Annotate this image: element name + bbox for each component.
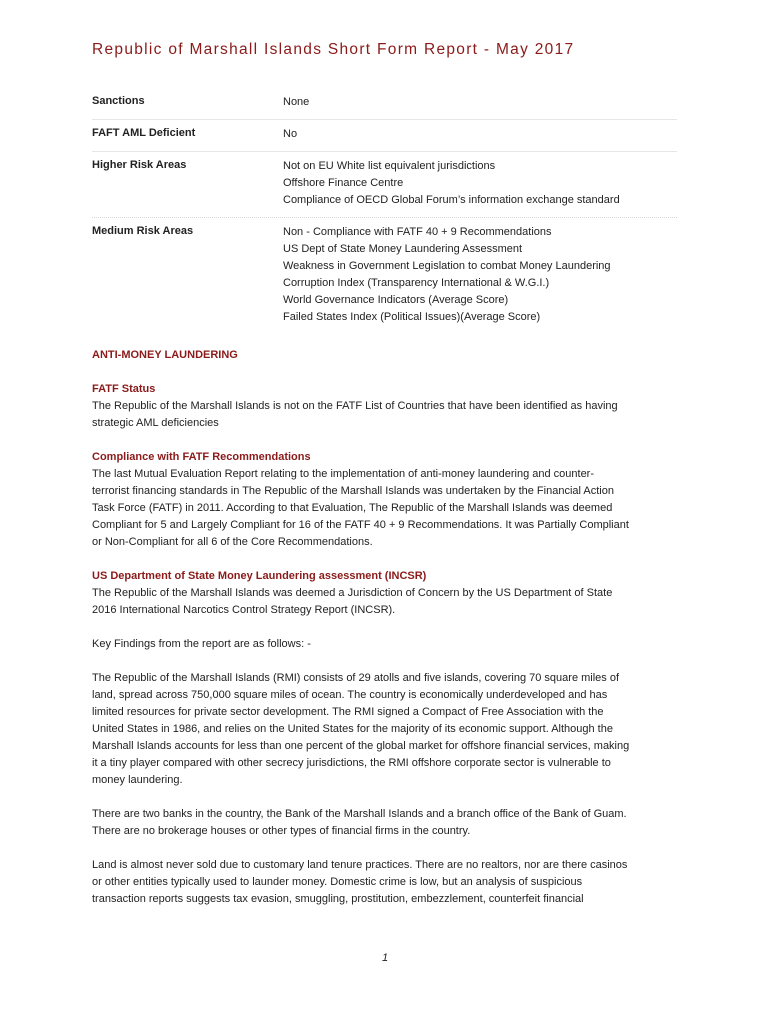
findings-para3-line: Land is almost never sold due to customary land tenure practices. There are no realtors, nor are there casinos (92, 859, 628, 871)
risk-row-value: Not on EU White list equivalent jurisdictions (283, 160, 496, 172)
risk-row-value: Non - Compliance with FATF 40 + 9 Recommendations (283, 226, 552, 238)
risk-row-sanctions (92, 88, 677, 120)
findings-para1-line: land, spread across 750,000 square miles of ocean. The country is economically underdeveloped and has (92, 689, 608, 701)
aml-heading: ANTI-MONEY LAUNDERING (92, 349, 238, 361)
findings-para1-line: The Republic of the Marshall Islands (RMI) consists of 29 atolls and five islands, covering 70 square miles of (92, 672, 620, 684)
compliance-line: or Non-Compliant for all 6 of the Core Recommendations. (92, 536, 373, 548)
document-title: Republic of Marshall Islands Short Form Report - May 2017 (92, 41, 575, 58)
compliance-line: The last Mutual Evaluation Report relating to the implementation of anti-money laundering and counter- (92, 468, 595, 480)
findings-para1-line: United States in 1986, and relies on the United States for the majority of its economic support. Although the (92, 723, 613, 735)
risk-row-faft-aml (92, 120, 677, 152)
risk-row-value: Corruption Index (Transparency International & W.G.I.) (283, 277, 550, 289)
fatf-status-line: strategic AML deficiencies (92, 417, 219, 429)
risk-row-label: Medium Risk Areas (92, 225, 194, 237)
compliance-line: Compliant for 5 and Largely Compliant for 16 of the FATF 40 + 9 Recommendations. It was Partially Compliant (92, 519, 629, 531)
findings-para3-line: transaction reports suggests tax evasion, smuggling, prostitution, embezzlement, counterfeit financial (92, 893, 584, 905)
risk-row-value: None (283, 96, 310, 108)
findings-para2-line: There are no brokerage houses or other types of financial firms in the country. (92, 825, 471, 837)
fatf-status-line: The Republic of the Marshall Islands is not on the FATF List of Countries that have been identified as having (92, 400, 618, 412)
risk-summary-table (92, 88, 677, 334)
risk-row-value: Weakness in Government Legislation to combat Money Laundering (283, 260, 611, 272)
findings-para1-line: money laundering. (92, 774, 183, 786)
findings-para1-line: limited resources for private sector development. The RMI signed a Compact of Free Association with the (92, 706, 604, 718)
risk-row-label: FAFT AML Deficient (92, 127, 196, 139)
risk-row-value: US Dept of State Money Laundering Assessment (283, 243, 523, 255)
risk-row-value: World Governance Indicators (Average Score) (283, 294, 509, 306)
findings-para1-line: it a tiny player compared with other secrecy jurisdictions, the RMI offshore corporate sector is vulnerable to (92, 757, 611, 769)
risk-row-label: Sanctions (92, 95, 145, 107)
findings-para3-line: or other entities typically used to launder money. Domestic crime is low, but an analysis of suspicious (92, 876, 583, 888)
compliance-line: Task Force (FATF) in 2011. According to that Evaluation, The Republic of the Marshall Islands was deemed (92, 502, 613, 514)
page-number: 1 (381, 952, 389, 964)
compliance-line: terrorist financing standards in The Republic of the Marshall Islands was undertaken by the Financial Action (92, 485, 614, 497)
report-body (92, 347, 677, 908)
key-findings-intro: Key Findings from the report are as follows: - (92, 638, 311, 650)
risk-row-value: Failed States Index (Political Issues)(Average Score) (283, 311, 541, 323)
incsr-line: The Republic of the Marshall Islands was deemed a Jurisdiction of Concern by the US Department of State (92, 587, 613, 599)
risk-row-value: No (283, 128, 298, 140)
findings-para2-line: There are two banks in the country, the Bank of the Marshall Islands and a branch office of the Bank of Guam. (92, 808, 627, 820)
incsr-heading: US Department of State Money Laundering assessment (INCSR) (92, 570, 427, 582)
risk-row-label: Higher Risk Areas (92, 159, 187, 171)
findings-para1-line: Marshall Islands accounts for less than one percent of the global market for offshore financial services, making (92, 740, 630, 752)
risk-row-medium-risk (92, 218, 677, 334)
compliance-heading: Compliance with FATF Recommendations (92, 451, 311, 463)
risk-row-value: Offshore Finance Centre (283, 177, 404, 189)
incsr-line: 2016 International Narcotics Control Strategy Report (INCSR). (92, 604, 396, 616)
fatf-status-heading: FATF Status (92, 383, 156, 395)
risk-row-higher-risk (92, 152, 677, 218)
risk-row-value: Compliance of OECD Global Forum’s information exchange standard (283, 194, 620, 206)
